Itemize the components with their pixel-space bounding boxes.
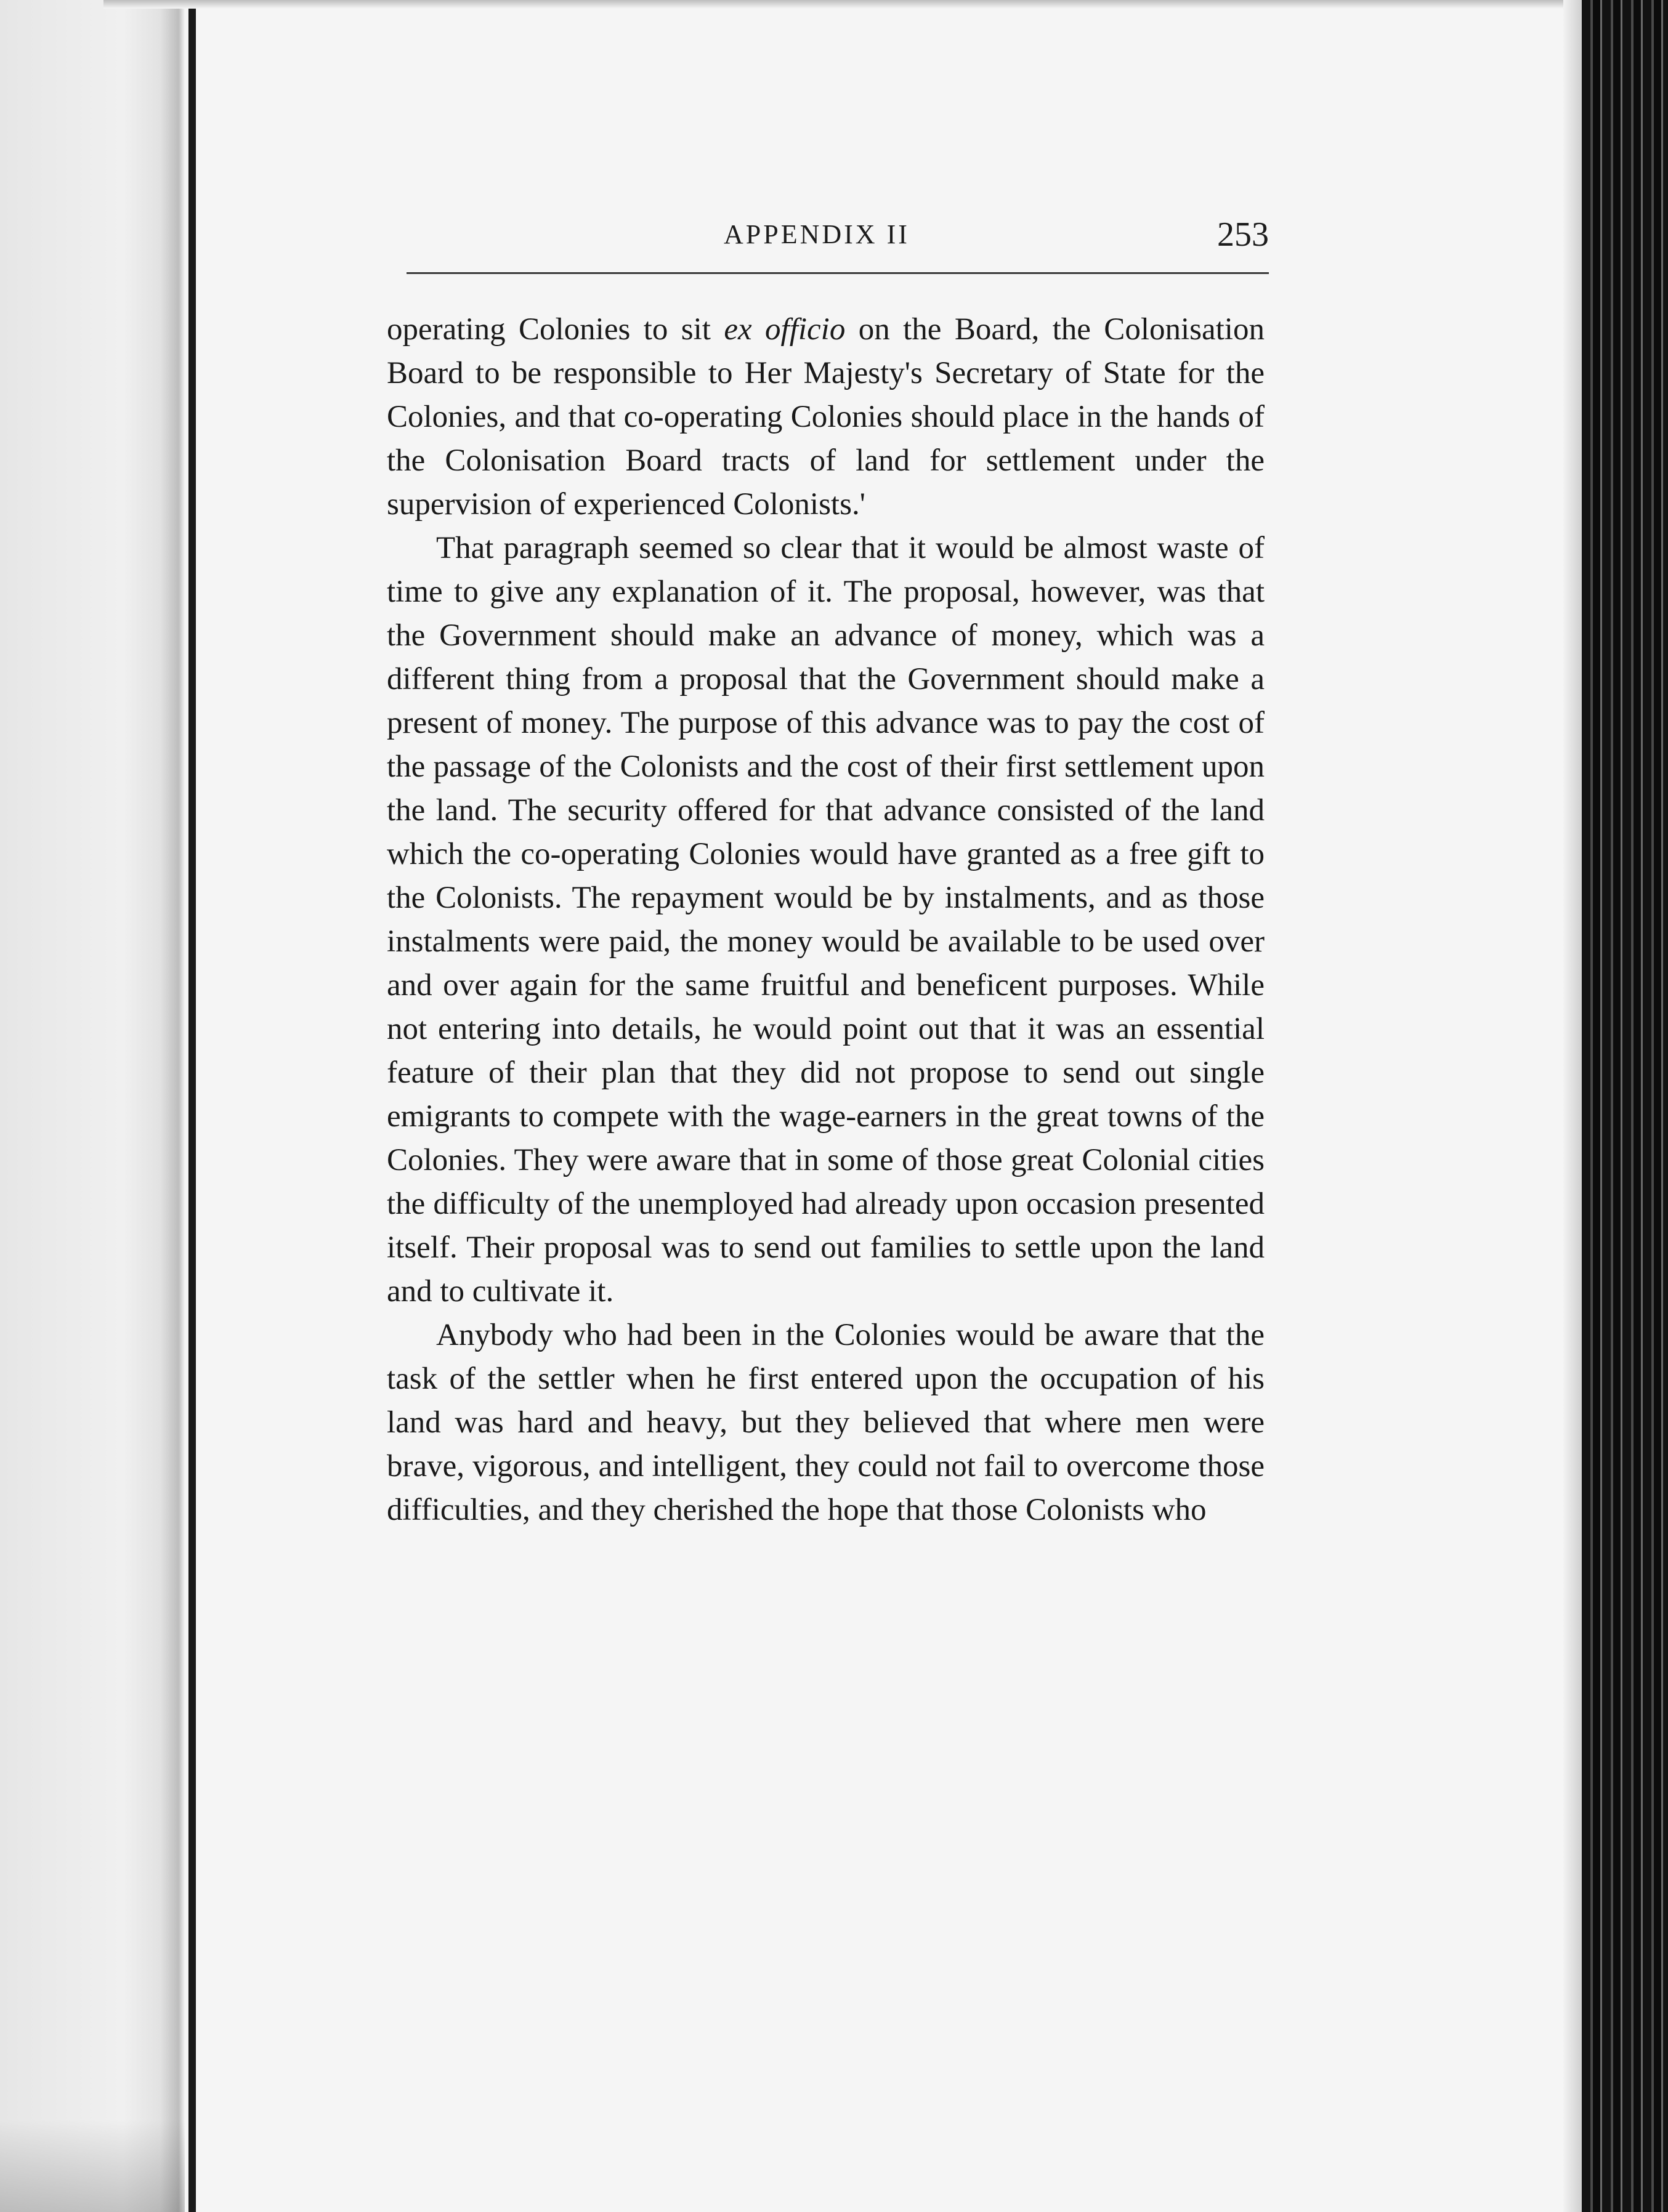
binding-line <box>188 0 196 2212</box>
right-page-shadow <box>1563 0 1582 2212</box>
page-header <box>407 216 1269 256</box>
paragraph-3: Anybody who had been in the Colonies would be aware that the task of the settler when he first entered upon the occupation of his land was hard and heavy, but they believed that where men were brave, vigorous, and intelligent, they could not fail to overcome those difficulties, and they cherished the hope that those Colonists who <box>387 1318 1265 1527</box>
italic-phrase: ex officio <box>724 312 846 347</box>
paragraph-1-start: operating Colonies to sit <box>387 312 724 347</box>
header-rule <box>407 272 1269 274</box>
page-number: 253 <box>1217 216 1269 254</box>
paragraph-1-rest: on the Board, the Colonisation Board to be responsible to Her Majesty's Secretary of State for the Colonies, and that co-operating Colonies should place in the hands of the Colonisation Board tracts of land for settlement under the supervision of experienced Colonists.' <box>387 312 1265 522</box>
left-page-edge <box>0 0 185 2212</box>
page-smudge <box>0 2120 185 2212</box>
running-head: APPENDIX II <box>724 219 910 249</box>
right-book-edge <box>1582 0 1668 2212</box>
paragraph-2: That paragraph seemed so clear that it would be almost waste of time to give any explanation of it. The proposal, however, was that the Government should make an advance of money, which was a different thing from a proposal that the Government should make a present of money. The purpose of this advance was to pay the cost of the passage of the Colonists and the cost of their first settlement upon the land. The security offered for that advance consisted of the land which the co-operating Colonies would have granted as a free gift to the Colonists. The repayment would be by instalments, and as those instalments were paid, the money would be available to be used over and over again for the same fruitful and beneficent purposes. While not entering into details, he would point out that it was an essential feature of their plan that they did not propose to send out single emigrants to compete with the wage-earners in the great towns of the Colonies. They were aware that in some of those great Colonial cities the difficulty of the unemployed had already upon occasion presented itself. Their proposal was to send out families to settle upon the land and to cultivate it. <box>387 531 1265 1309</box>
body-text <box>387 308 1265 1532</box>
top-shadow <box>103 0 1582 9</box>
paragraph-1 <box>387 308 1265 527</box>
